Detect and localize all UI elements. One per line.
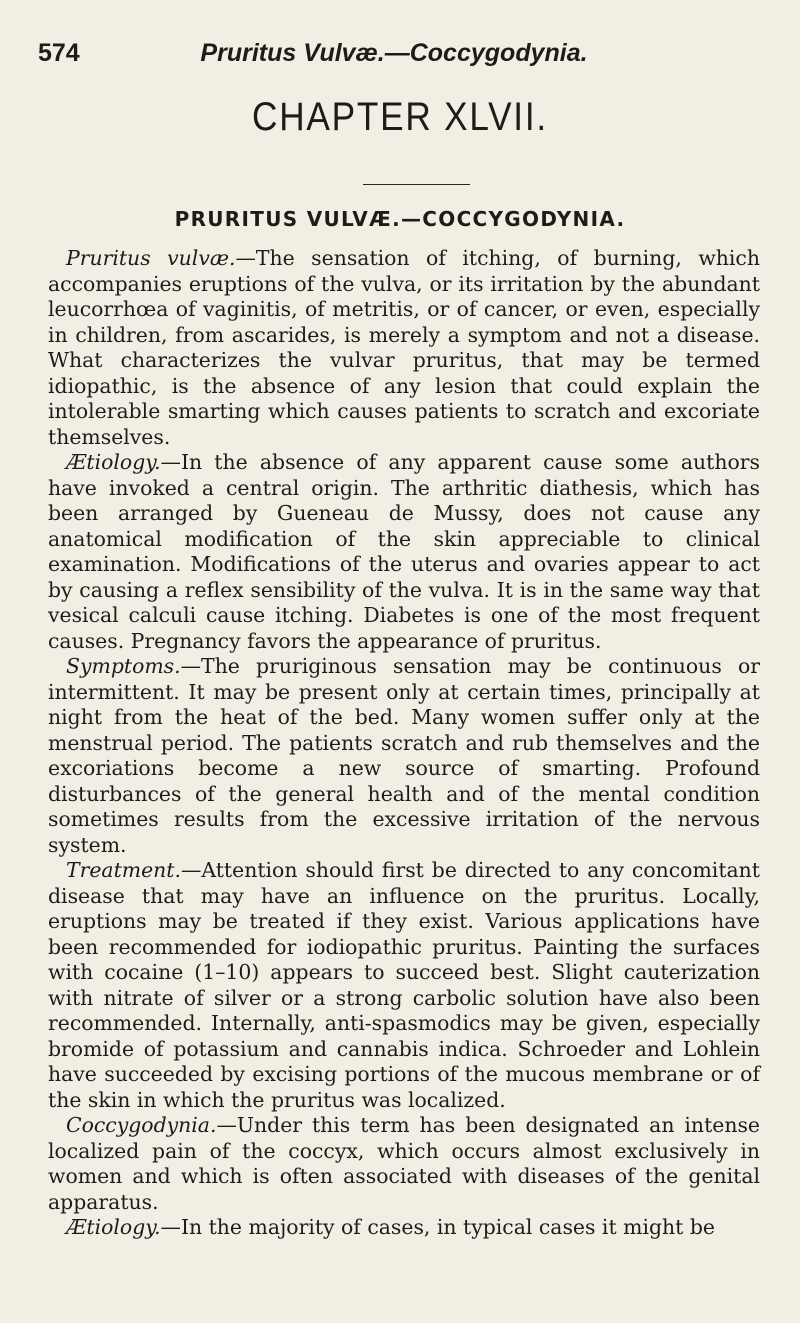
paragraph-text: —In the majority of cases, in typical cases it might be <box>160 1215 715 1239</box>
paragraph-coccygodynia <box>48 1113 760 1215</box>
paragraph-treatment <box>48 858 760 1113</box>
section-heading: PRURITUS VULVÆ.—COCCYGODYNIA. <box>174 207 626 231</box>
paragraph-text: —The sensation of itching, of burning, which accompanies eruptions of the vulva, or its irritation by the abundant leucorrhœa of vaginitis, of metritis, or of cancer, or even, especially in children, from ascarides, is merely a symptom and not a disease. What characterizes the vulvar pruritus, that may be termed idiopathic, is the absence of any lesion that could explain the intolerable smarting which causes patients to scratch and excoriate themselves. <box>48 246 760 449</box>
chapter-title: CHAPTER XLVII. <box>252 95 548 139</box>
paragraph-lead: Ætiology. <box>66 1215 161 1239</box>
paragraph-text: —In the absence of any apparent cause some authors have invoked a central origin. The arthritic diathesis, which has been arranged by Gueneau de Mussy, does not cause any anatomical modification of the skin appreciable to clinical examination. Modifications of the uterus and ovaries appear to act by causing a reflex sensibility of the vulva. It is in the same way that vesical calculi cause itching. Diabetes is one of the most frequent causes. Pregnancy favors the appearance of pruritus. <box>48 450 760 653</box>
paragraph-aetiology <box>48 450 760 654</box>
running-head <box>38 38 750 68</box>
paragraph-lead: Ætiology. <box>66 450 161 474</box>
body-text <box>48 246 760 1241</box>
paragraph-coccygodynia-aetiology <box>48 1215 760 1241</box>
paragraph-lead: Coccygodynia. <box>66 1113 217 1137</box>
section-divider-rule <box>363 184 470 185</box>
paragraph-text: —The pruriginous sensation may be continuous or intermittent. It may be present only at certain times, principally at night from the heat of the bed. Many women suffer only at the menstrual period. The patients scratch and rub themselves and the excoriations become a new source of smarting. Profound disturbances of the general health and of the mental condition sometimes results from the excessive irritation of the nervous system. <box>48 654 760 857</box>
paragraph-symptoms <box>48 654 760 858</box>
paragraph-pruritus-vulvae <box>48 246 760 450</box>
running-title: Pruritus Vulvæ.—Coccygodynia. <box>200 39 588 67</box>
paragraph-text: —Under this term has been designated an intense localized pain of the coccyx, which occurs almost exclusively in women and which is often associated with diseases of the genital apparatus. <box>48 1113 760 1214</box>
page-number: 574 <box>38 39 80 67</box>
paragraph-lead: Symptoms. <box>66 654 181 678</box>
paragraph-lead: Pruritus vulvæ. <box>66 246 236 270</box>
paragraph-lead: Treatment. <box>66 858 181 882</box>
paragraph-text: —Attention should first be directed to any concomitant disease that may have an influence on the pruritus. Locally, eruptions may be treated if they exist. Various applications have been recommended for iodiopathic pruritus. Painting the surfaces with cocaine (1–10) appears to succeed best. Slight cauterization with nitrate of silver or a strong carbolic solution have also been recommended. Internally, anti-spasmodics may be given, especially bromide of potassium and cannabis indica. Schroeder and Lohlein have succeeded by excising portions of the mucous membrane or of the skin in which the pruritus was localized. <box>48 858 760 1112</box>
